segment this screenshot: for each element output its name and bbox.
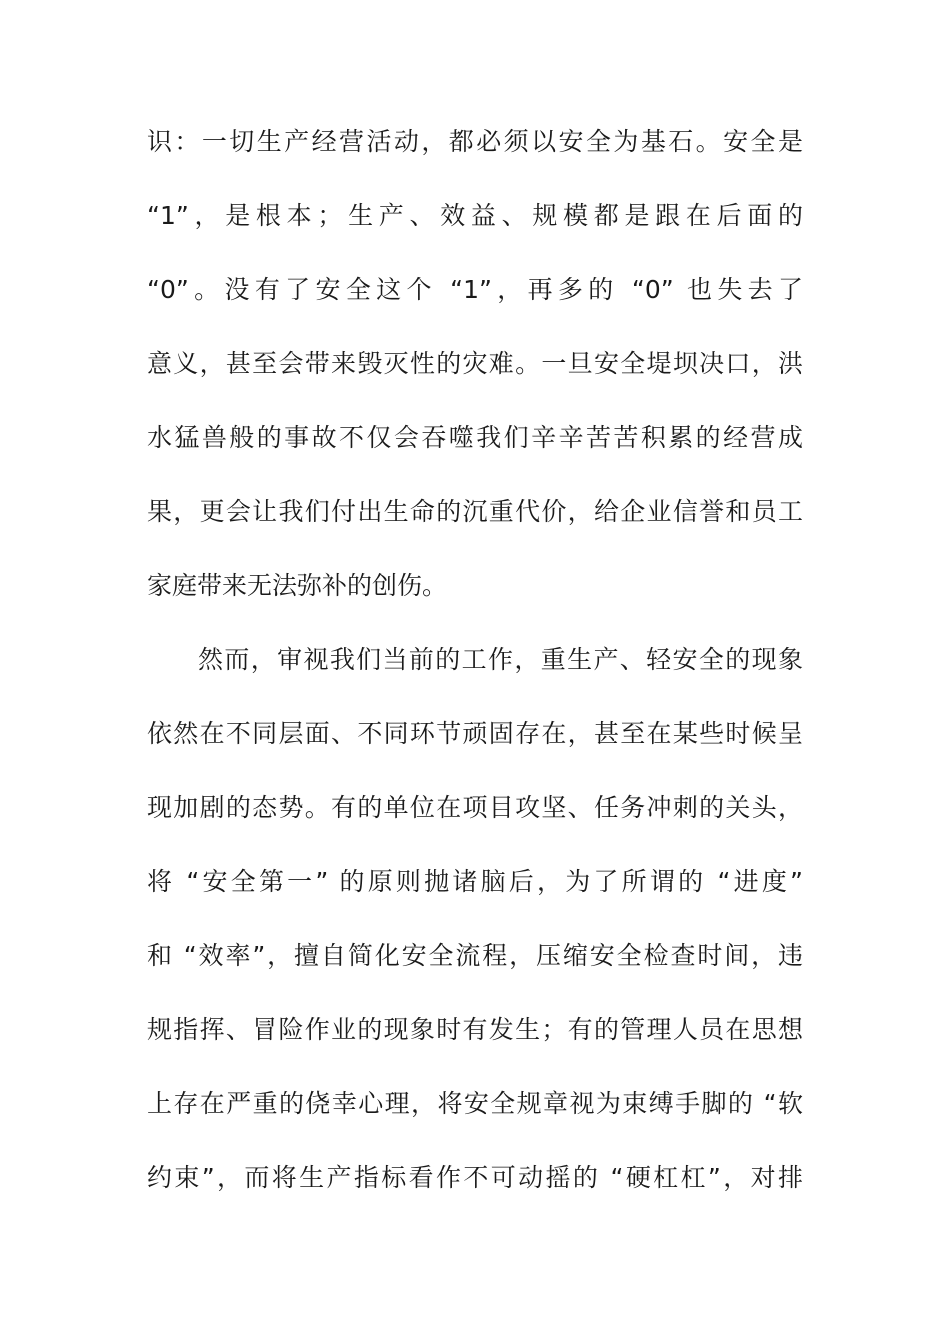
text-line: 和 “效率”，擅自简化安全流程，压缩安全检查时间，违 <box>147 941 803 970</box>
text-line: 水猛兽般的事故不仅会吞噬我们辛辛苦苦积累的经营成 <box>147 423 803 452</box>
text-line: 上存在严重的侥幸心理，将安全规章视为束缚手脚的 “软 <box>147 1089 803 1118</box>
text-line: 依然在不同层面、不同环节顽固存在，甚至在某些时候呈 <box>147 719 803 748</box>
text-line: 识：一切生产经营活动，都必须以安全为基石。安全是 <box>147 127 803 156</box>
text-line: 然而，审视我们当前的工作，重生产、轻安全的现象 <box>198 645 803 674</box>
text-line: 家庭带来无法弥补的创伤。 <box>147 571 448 600</box>
text-line: 果，更会让我们付出生命的沉重代价，给企业信誉和员工 <box>147 497 803 526</box>
text-line: 约束”，而将生产指标看作不可动摇的 “硬杠杠”，对排 <box>147 1163 803 1192</box>
text-line: 意义，甚至会带来毁灭性的灾难。一旦安全堤坝决口，洪 <box>147 349 803 378</box>
text-line: “1”，是根本；生产、效益、规模都是跟在后面的 <box>147 201 803 230</box>
text-line: “0”。没有了安全这个 “1”，再多的 “0” 也失去了 <box>147 275 803 304</box>
text-line: 将 “安全第一” 的原则抛诸脑后，为了所谓的 “进度” <box>147 867 803 896</box>
text-line: 规指挥、冒险作业的现象时有发生；有的管理人员在思想 <box>147 1015 803 1044</box>
text-line: 现加剧的态势。有的单位在项目攻坚、任务冲刺的关头， <box>147 793 803 822</box>
